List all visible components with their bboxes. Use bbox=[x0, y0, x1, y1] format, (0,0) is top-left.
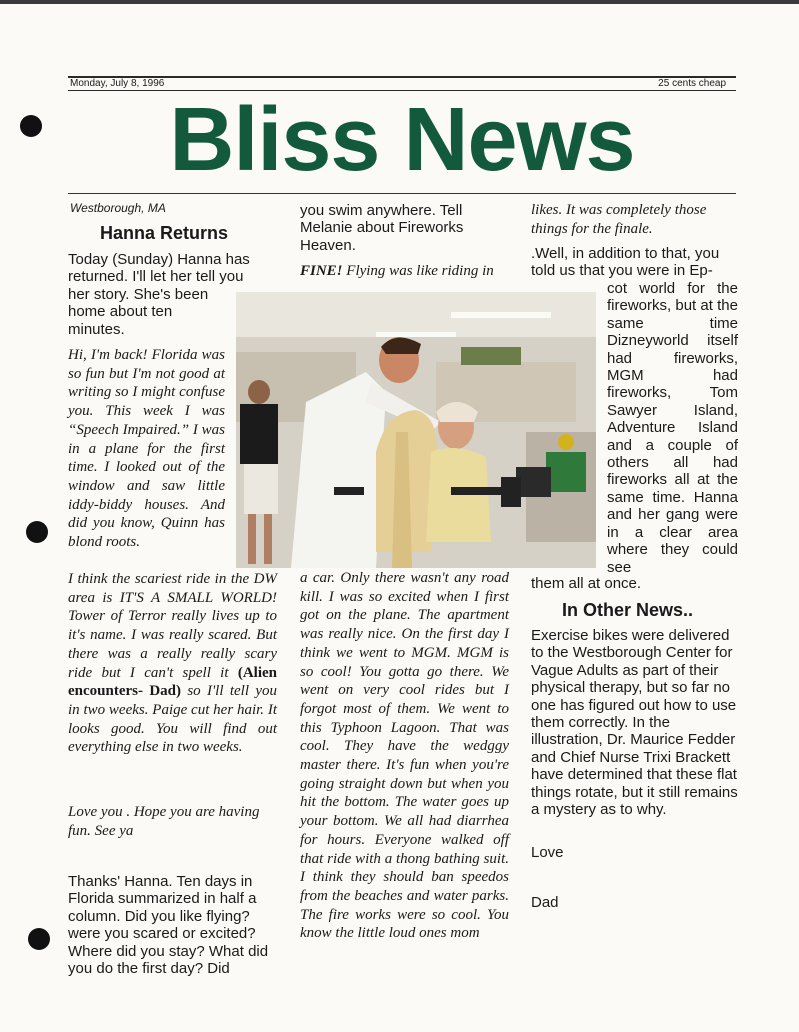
issue-date: Monday, July 8, 1996 bbox=[70, 78, 165, 89]
col2-body-text: a car. Only there wasn't any road kill. I was so excited when I first got on the plane. The apartment was really nice. On the first day I think we went to MGM. MGM is so cool! You gotta go there. We went on very cool rides but I forgot most of them. We went to this Typhoon Lagoon. That was cool. They have the wedggy master there. It's fun when you're going straight down but when you hit the bottom. The water goes up your bottom. We all had diarrhea for hours. Everyone walked off that ride with a thong bathing suit. I think they should ban speedos from the beaches and water parks. The fire works were so cool. You know the little loud ones mom bbox=[300, 570, 509, 942]
hanna-signoff: Love you . Hope you are having fun. See ya bbox=[68, 804, 260, 839]
dad-reply: Thanks' Hanna. Ten days in Florida summarized in half a column. Did you like flying? were you scared or excited? Where did you stay? What did you do the first day? Did bbox=[68, 873, 269, 978]
col3-top-text: likes. It was completely those things for the finale. bbox=[531, 202, 707, 237]
newsletter-title: Bliss News bbox=[169, 90, 635, 190]
binder-hole bbox=[20, 115, 42, 137]
binder-hole bbox=[28, 928, 50, 950]
photo-illustration bbox=[236, 292, 596, 568]
top-edge bbox=[0, 0, 799, 4]
intro-paragraph: Today (Sunday) Hanna has returned. I'll let her tell you bbox=[68, 251, 250, 286]
intro-paragraph-cont: her story. She's been home about ten minutes. bbox=[68, 286, 209, 338]
closing-love: Love bbox=[531, 844, 564, 861]
fireworks-paragraph: .Well, in addition to that, you told us that you were in Ep- bbox=[531, 245, 720, 280]
hanna-letter-part1: Hi, I'm back! Florida was so fun but I'm not good at writing so I might confuse you. This week I was “Speech Impaired.” I was in a plane for the first time. I looked out of the window and saw little iddy-biddy houses. And did you know, Quinn has blond roots. bbox=[68, 347, 225, 551]
fireworks-paragraph-cont: cot world for the fireworks, but at the same time Dizneyworld itself had fireworks, MGM had fireworks, Tom Sawyer Island, Adventure Island and a couple of others all had fireworks all at the same time. Hanna and her gang were in a clear area where they could see bbox=[607, 280, 738, 576]
fireworks-paragraph-end: them all at once. bbox=[531, 575, 642, 592]
headline-other-news: In Other News.. bbox=[562, 600, 694, 620]
col2-fine-line: FINE! Flying was like riding in bbox=[300, 263, 494, 279]
masthead-rule bbox=[68, 193, 736, 194]
exercise-bike-photo bbox=[236, 292, 596, 568]
hanna-letter-part2: I think the scariest ride in the DW area is IT'S A SMALL WORLD! Tower of Terror really lives up to it's name. I was really scared. But there was a really really scary ride but I can't spell it (Alien encounters- Dad) so I'll tell you in two weeks. Paige cut her hair. It looks good. You will find out everything else in two weeks. bbox=[68, 571, 278, 756]
other-news-paragraph: Exercise bikes were delivered to the Westborough Center for Vague Adults as part of their physical therapy, but so far no one has figured out how to use them correctly. In the illustration, Dr. Maurice Fedder and Chief Nurse Trixi Brackett have determined that these flat things rotate, but it still remains a mystery as to why. bbox=[531, 627, 738, 819]
issue-price: 25 cents cheap bbox=[658, 78, 726, 89]
headline-hanna-returns: Hanna Returns bbox=[100, 223, 229, 243]
location-label: Westborough, MA bbox=[70, 201, 166, 215]
dateline-bar bbox=[68, 76, 736, 91]
col2-top-text: you swim anywhere. Tell Melanie about Fireworks Heaven. bbox=[300, 202, 464, 254]
binder-hole bbox=[26, 521, 48, 543]
closing-dad: Dad bbox=[531, 894, 559, 911]
